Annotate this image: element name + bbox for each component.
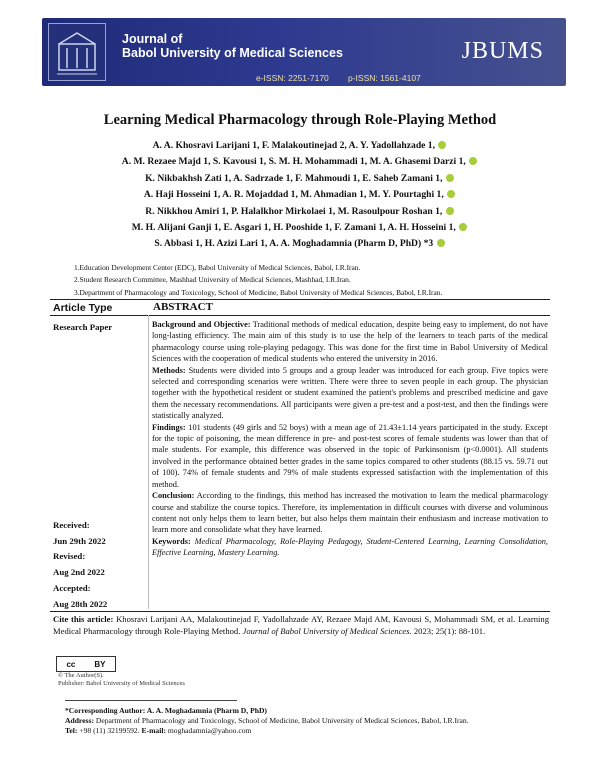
author-line-text: R. Nikkhou Amiri 1, P. Halalkhor Mirkolaei 1, M. Rasoulpour Roshan 1, xyxy=(145,205,443,217)
copyright-line: © The Author(S). xyxy=(58,672,104,679)
author-line-text: K. Nikbakhsh Zati 1, A. Sadrzade 1, F. Mahmoudi 1, E. Saheb Zamani 1, xyxy=(145,172,443,184)
author-line-text: A. A. Khosravi Larijani 1, F. Malakoutinejad 2, A. Y. Yadollahzade 1, xyxy=(152,140,436,151)
orcid-icon[interactable] xyxy=(438,141,446,149)
abstract-conclusion xyxy=(152,490,548,536)
author-list xyxy=(60,138,540,253)
journal-name-line1: Journal of xyxy=(122,32,183,46)
university-logo xyxy=(48,23,106,81)
author-line-text: A. Haji Hosseini 1, A. R. Mojaddad 1, M. Ahmadian 1, M. Y. Pourtaghi 1, xyxy=(143,189,444,201)
journal-abbreviation: JBUMS xyxy=(461,38,544,64)
divider xyxy=(50,611,550,612)
cc-icon: cc xyxy=(66,659,76,669)
accepted-label: Accepted: xyxy=(53,583,91,593)
footnote-divider xyxy=(65,700,237,701)
corr-author-label: *Corresponding Author: A. A. Moghadamnia (Pharm D, PhD) xyxy=(65,706,267,715)
author-line-text: S. Abbasi 1, H. Azizi Lari 1, A. A. Moghadamnia (Pharm D, PhD) *3 xyxy=(154,238,434,250)
orcid-icon[interactable] xyxy=(459,223,467,231)
eissn: e-ISSN: 2251-7170 xyxy=(256,73,329,83)
journal-banner xyxy=(42,18,566,86)
address-text: Department of Pharmacology and Toxicology, School of Medicine, Babol University of Medical Sciences, Babol, I.R.Iran. xyxy=(93,716,469,726)
section-label: Keywords: xyxy=(152,536,191,546)
section-label: Conclusion: xyxy=(152,491,195,501)
accepted-date: Aug 28th 2022 xyxy=(53,599,108,609)
orcid-icon[interactable] xyxy=(446,207,454,215)
abstract-heading: ABSTRACT xyxy=(153,301,213,313)
abstract-methods xyxy=(152,365,548,422)
affiliations xyxy=(74,262,442,299)
journal-name xyxy=(122,32,343,60)
pissn: p-ISSN: 1561-4107 xyxy=(348,73,421,83)
email-label: E-mail: xyxy=(141,726,166,736)
column-divider xyxy=(148,315,149,609)
corresponding-author xyxy=(65,706,540,737)
abstract-findings xyxy=(152,422,548,490)
revised-label: Revised: xyxy=(53,551,86,561)
email-link[interactable]: moghadamnia@yahoo.com xyxy=(165,726,252,736)
citation xyxy=(53,614,549,637)
affiliation: 3.Department of Pharmacology and Toxicology, School of Medicine, Babol University of Medical Sciences, Babol, I.R.Iran. xyxy=(74,287,443,297)
orcid-icon[interactable] xyxy=(446,174,454,182)
corr-contact xyxy=(65,726,540,736)
section-text: Students were divided into 5 groups and a group leader was introduced for each group. Five topics were selected and corresponding scenarios were written. There were three to seven people in each group. The physician together with the hypothetical resident or student examined the patient's problems and prescribed medicine and gave them the necessary recommendations. All participants were given a pre-test and a post-test, and then the findings were statistically analyzed. xyxy=(152,365,548,421)
divider xyxy=(50,315,550,316)
university-seal-icon xyxy=(49,24,105,80)
affiliation: 1.Education Development Center (EDC), Babol University of Medical Sciences, Babol, I.R.Iran. xyxy=(74,263,361,272)
section-text: According to the findings, this method has increased the motivation to learn the medical pharmacology course and stabilize the course topics. Therefore, its implementation in difficult courses with diverse and voluminous content not only helps them to learn better, but also helps them maintain their enthusiasm and increase motivation to learn more and consolidate what they have learned. xyxy=(152,491,548,535)
tel-text: +98 (11) 32199592. xyxy=(77,726,140,736)
cite-text: Khosravi Larijani AA, Malakoutinejad F, Yadollahzade AY, Rezaee Majd AM, Kavousi S, Mohammadi SM, et al. Learning Medical Pharmacology through Role-Playing Method. xyxy=(53,614,549,636)
cite-label: Cite this article: xyxy=(53,614,114,624)
section-label: Methods: xyxy=(152,365,186,375)
orcid-icon[interactable] xyxy=(469,157,477,165)
abstract-body xyxy=(152,319,548,559)
author-line xyxy=(60,187,540,203)
revised-date: Aug 2nd 2022 xyxy=(53,567,105,577)
section-text: Traditional methods of medical education, despite being easy to implement, do not have long-lasting efficiency. The main aim of this study is to use the help of the learners to teach parts of the medical pharmacology course using role-playing pedagogy. This was done for the first time in Babol University of Medical Sciences with the cooperation of medical students who entered the university in 2016. xyxy=(152,320,548,364)
received-date: Jun 29th 2022 xyxy=(53,536,106,546)
article-type-label: Article Type xyxy=(53,302,113,314)
author-line xyxy=(60,154,540,170)
author-line-text: A. M. Rezaee Majd 1, S. Kavousi 1, S. M. H. Mohammadi 1, M. A. Ghasemi Darzi 1, xyxy=(121,156,466,168)
address-label: Address: xyxy=(65,716,94,726)
article-title: Learning Medical Pharmacology through Role-Playing Method xyxy=(103,112,497,128)
journal-name-line2: Babol University of Medical Sciences xyxy=(122,46,343,60)
license-text xyxy=(58,672,185,688)
cite-journal: Journal of Babol University of Medical Sciences. xyxy=(240,625,412,636)
author-line xyxy=(60,236,540,252)
orcid-icon[interactable] xyxy=(447,190,455,198)
author-line xyxy=(60,204,540,220)
section-label: Background and Objective: xyxy=(152,320,251,329)
author-line xyxy=(60,138,540,154)
publisher-line: Publisher: Babol University of Medical Sciences xyxy=(58,680,185,687)
abstract-background xyxy=(152,319,548,365)
cc-by-icon: BY xyxy=(94,659,106,669)
author-line xyxy=(60,171,540,187)
abstract-keywords xyxy=(152,536,548,559)
divider xyxy=(50,299,550,300)
section-text: 101 students (49 girls and 52 boys) with a mean age of 21.43±1.14 years participated in the study. Except for the topic of poisoning, the mean difference in pre- and post-test scores of female students was lower than that of male students. For example, this difference was observed in the topic of Parkinsonism (p<0.0001). All students involved in the performance obtained better grades in the same topics compared to other students (88.15 vs. 59.71 out of 100). 74% of female students and 79% of male students expressed satisfaction with the implementation of this method. xyxy=(152,422,548,489)
received-label: Received: xyxy=(53,520,90,530)
article-type: Research Paper xyxy=(53,322,113,332)
orcid-icon[interactable] xyxy=(437,239,445,247)
cite-tail: 2023; 25(1): 88-101. xyxy=(411,625,486,636)
corr-address xyxy=(65,716,540,726)
section-label: Findings: xyxy=(152,422,186,432)
cc-license-badge[interactable] xyxy=(56,656,116,672)
tel-label: Tel: xyxy=(65,726,78,736)
keywords-text: Medical Pharmacology, Role-Playing Pedagogy, Student-Centered Learning, Learning Consolidation, Effective Learning, Mastery Learning. xyxy=(152,536,548,558)
author-line xyxy=(60,220,540,236)
author-line-text: M. H. Alijani Ganji 1, E. Asgari 1, H. Pooshide 1, F. Zamani 1, A. H. Hosseini 1, xyxy=(131,222,456,234)
affiliation: 2.Student Research Committee, Mashhad University of Medical Sciences, Mashhad, I.R.Iran. xyxy=(74,275,351,285)
